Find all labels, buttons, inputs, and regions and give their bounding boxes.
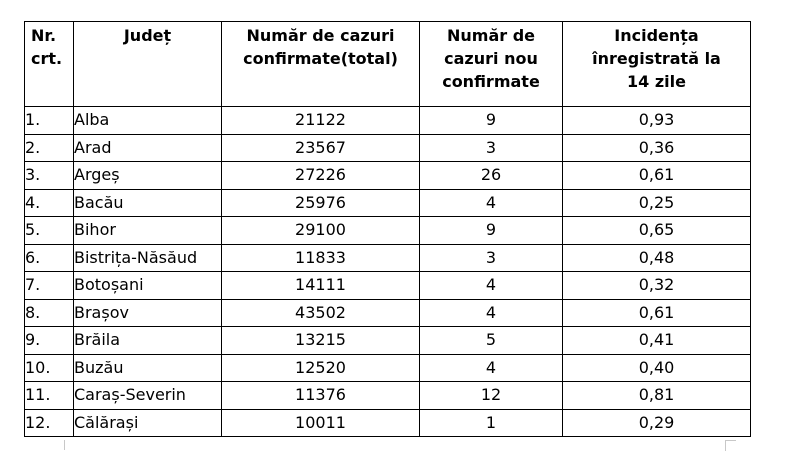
table-row bbox=[25, 409, 751, 437]
table-row bbox=[25, 107, 751, 135]
cell-judet: Arad bbox=[74, 134, 222, 162]
header-judet bbox=[74, 22, 222, 107]
cell-incidence: 0,48 bbox=[563, 244, 751, 272]
cell-incidence: 0,61 bbox=[563, 299, 751, 327]
cell-nr: 4. bbox=[25, 189, 74, 217]
cell-incidence: 0,29 bbox=[563, 409, 751, 437]
header-incidence-line-3: 14 zile bbox=[627, 72, 686, 91]
cell-new: 4 bbox=[420, 272, 563, 300]
header-new-line-2: cazuri nou bbox=[444, 49, 538, 68]
cell-new: 4 bbox=[420, 299, 563, 327]
cell-judet: Bihor bbox=[74, 217, 222, 245]
table-row bbox=[25, 299, 751, 327]
cell-judet: Botoșani bbox=[74, 272, 222, 300]
header-nr-line-1: Nr. bbox=[31, 26, 57, 45]
table-row bbox=[25, 217, 751, 245]
cell-total: 11376 bbox=[222, 382, 420, 410]
table-row bbox=[25, 327, 751, 355]
cell-total: 14111 bbox=[222, 272, 420, 300]
table-header-row bbox=[25, 22, 751, 107]
table-row bbox=[25, 272, 751, 300]
cell-nr: 12. bbox=[25, 409, 74, 437]
cell-nr: 9. bbox=[25, 327, 74, 355]
cell-incidence: 0,25 bbox=[563, 189, 751, 217]
cell-judet: Alba bbox=[74, 107, 222, 135]
cell-nr: 5. bbox=[25, 217, 74, 245]
cell-judet: Buzău bbox=[74, 354, 222, 382]
cell-total: 13215 bbox=[222, 327, 420, 355]
cell-incidence: 0,81 bbox=[563, 382, 751, 410]
cell-total: 29100 bbox=[222, 217, 420, 245]
cell-total: 12520 bbox=[222, 354, 420, 382]
cell-total: 10011 bbox=[222, 409, 420, 437]
cell-new: 26 bbox=[420, 162, 563, 190]
cell-new: 3 bbox=[420, 134, 563, 162]
header-total-line-2: confirmate(total) bbox=[243, 49, 398, 68]
cell-judet: Brașov bbox=[74, 299, 222, 327]
cell-total: 43502 bbox=[222, 299, 420, 327]
cell-nr: 6. bbox=[25, 244, 74, 272]
header-total-line-1: Număr de cazuri bbox=[246, 26, 395, 45]
cell-nr: 7. bbox=[25, 272, 74, 300]
cell-total: 27226 bbox=[222, 162, 420, 190]
cell-judet: Caraș-Severin bbox=[74, 382, 222, 410]
cell-nr: 3. bbox=[25, 162, 74, 190]
header-new-line-3: confirmate bbox=[442, 72, 540, 91]
header-incidence bbox=[563, 22, 751, 107]
cell-nr: 11. bbox=[25, 382, 74, 410]
table-row bbox=[25, 189, 751, 217]
cell-incidence: 0,65 bbox=[563, 217, 751, 245]
cell-new: 3 bbox=[420, 244, 563, 272]
cell-nr: 2. bbox=[25, 134, 74, 162]
cell-total: 11833 bbox=[222, 244, 420, 272]
cell-new: 1 bbox=[420, 409, 563, 437]
cell-judet: Brăila bbox=[74, 327, 222, 355]
cell-incidence: 0,40 bbox=[563, 354, 751, 382]
cell-total: 23567 bbox=[222, 134, 420, 162]
cell-new: 12 bbox=[420, 382, 563, 410]
cell-judet: Bistrița-Năsăud bbox=[74, 244, 222, 272]
header-incidence-line-2: înregistrată la bbox=[592, 49, 721, 68]
cell-incidence: 0,41 bbox=[563, 327, 751, 355]
cell-judet: Călărași bbox=[74, 409, 222, 437]
table-row bbox=[25, 244, 751, 272]
cell-new: 5 bbox=[420, 327, 563, 355]
header-new-cases bbox=[420, 22, 563, 107]
cell-new: 9 bbox=[420, 217, 563, 245]
cell-new: 4 bbox=[420, 354, 563, 382]
table-row bbox=[25, 382, 751, 410]
cell-total: 21122 bbox=[222, 107, 420, 135]
header-nr-crt bbox=[25, 22, 74, 107]
cell-nr: 1. bbox=[25, 107, 74, 135]
cell-nr: 10. bbox=[25, 354, 74, 382]
cell-nr: 8. bbox=[25, 299, 74, 327]
cell-new: 9 bbox=[420, 107, 563, 135]
covid-cases-table bbox=[24, 21, 751, 437]
header-nr-line-2: crt. bbox=[31, 49, 63, 68]
header-judet-line-1: Județ bbox=[123, 26, 172, 45]
cell-incidence: 0,61 bbox=[563, 162, 751, 190]
cell-total: 25976 bbox=[222, 189, 420, 217]
table-row bbox=[25, 354, 751, 382]
header-total-cases bbox=[222, 22, 420, 107]
cell-judet: Argeș bbox=[74, 162, 222, 190]
header-new-line-1: Număr de bbox=[446, 26, 535, 45]
cell-judet: Bacău bbox=[74, 189, 222, 217]
cell-new: 4 bbox=[420, 189, 563, 217]
cell-incidence: 0,32 bbox=[563, 272, 751, 300]
table-row bbox=[25, 134, 751, 162]
cell-incidence: 0,93 bbox=[563, 107, 751, 135]
header-incidence-line-1: Incidența bbox=[614, 26, 699, 45]
page-margin-marker-left bbox=[54, 440, 65, 450]
page-margin-marker-right bbox=[725, 440, 736, 451]
table-row bbox=[25, 162, 751, 190]
cell-incidence: 0,36 bbox=[563, 134, 751, 162]
